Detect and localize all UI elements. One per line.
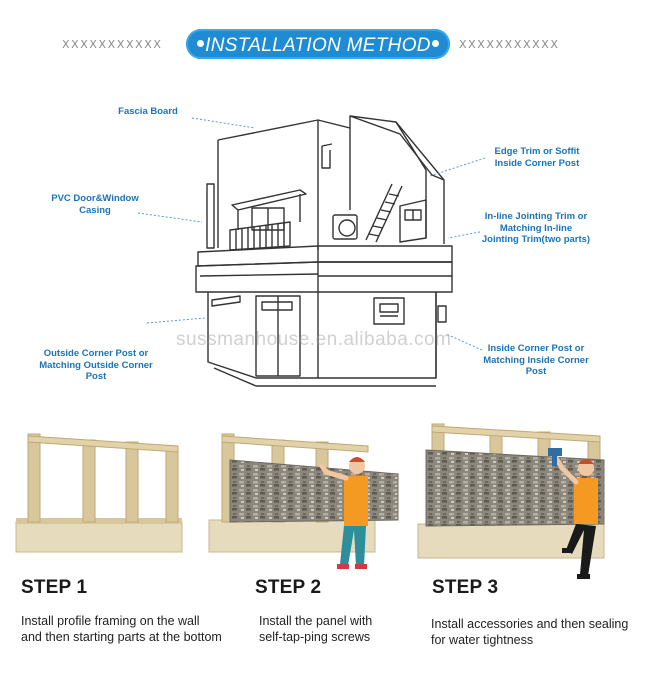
step3-title: STEP 3 [432, 577, 499, 598]
step1-description: Install profile framing on the wall and then starting parts at the bottom [21, 614, 222, 644]
step1-title: STEP 1 [21, 577, 88, 598]
header-decor-left: XXXXXXXXXXX [62, 38, 163, 51]
step1-frame [16, 434, 182, 552]
header-decor-right: XXXXXXXXXXX [459, 38, 560, 51]
callout-outside-corner: Outside Corner Post or Matching Outside Corner Post [39, 348, 153, 382]
step2-description: Install the panel with self-tap-ping screws [259, 614, 373, 644]
page-title: INSTALLATION METHOD [205, 35, 431, 56]
watermark: sussmanhouse.en.alibaba.com [176, 329, 452, 350]
step2-title: STEP 2 [255, 577, 322, 598]
step2-frame [209, 434, 398, 552]
step3-description: Install accessories and then sealing for water tightness [431, 617, 629, 647]
callout-inside-corner: Inside Corner Post or Matching Inside Corner Post [483, 343, 589, 377]
callout-inline-jointing: In-line Jointing Trim or Matching In-line Jointing Trim(two parts) [481, 211, 591, 245]
callout-pvc-door-window: PVC Door&Window Casing [51, 193, 139, 216]
callout-fascia-board: Fascia Board [118, 106, 178, 117]
callout-edge-trim: Edge Trim or Soffit Inside Corner Post [494, 146, 580, 169]
